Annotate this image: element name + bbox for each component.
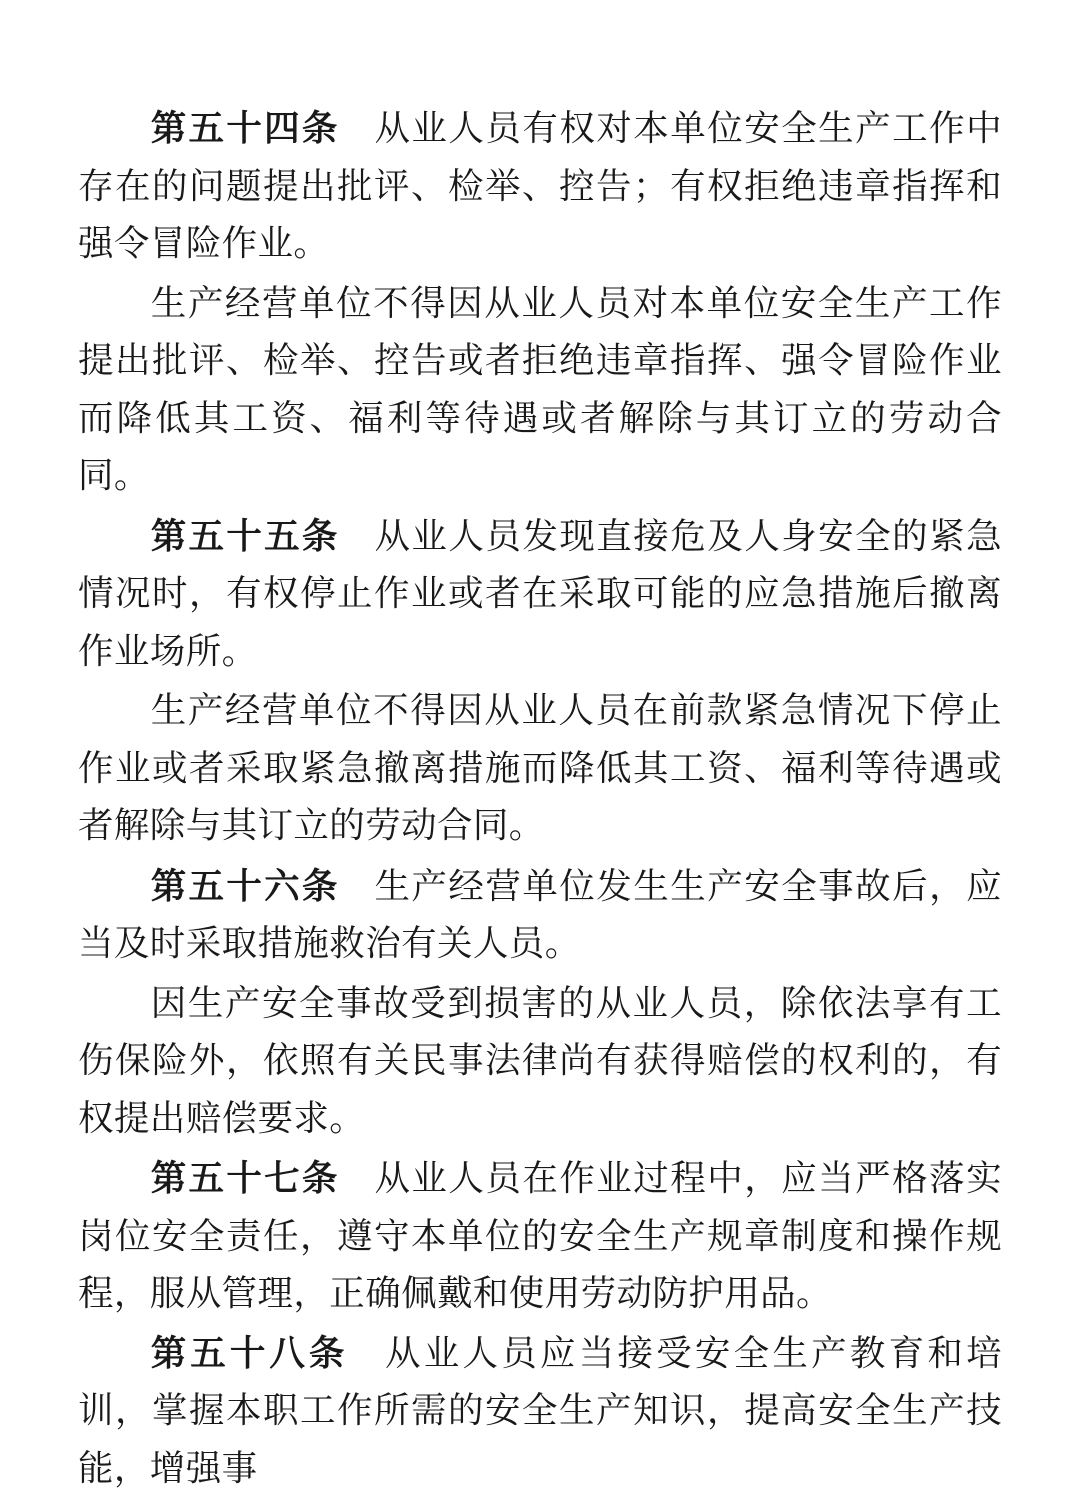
article-paragraph [78, 1325, 1002, 1497]
body-paragraph [78, 975, 1002, 1148]
paragraph-text: 因生产安全事故受到损害的从业人员，除依法享有工伤保险外，依照有关民事法律尚有获得赔偿的权利的，有权提出赔偿要求。 [78, 983, 1002, 1139]
article-paragraph [78, 1150, 1002, 1323]
body-paragraph [78, 275, 1002, 505]
article-text: 从业人员应当接受安全生产教育和培训，掌握本职工作所需的安全生产知识，提高安全生产技能，增强事 [78, 1333, 1002, 1489]
document-body [78, 100, 1002, 1497]
paragraph-text: 生产经营单位不得因从业人员对本单位安全生产工作提出批评、检举、控告或者拒绝违章指挥、强令冒险作业而降低其工资、福利等待遇或者解除与其订立的劳动合同。 [78, 283, 1002, 497]
article-text: 从业人员在作业过程中，应当严格落实岗位安全责任，遵守本单位的安全生产规章制度和操作规程，服从管理，正确佩戴和使用劳动防护用品。 [78, 1158, 1002, 1314]
article-heading: 第五十六条 [151, 866, 340, 907]
article-heading: 第五十四条 [151, 108, 340, 149]
article-heading: 第五十八条 [151, 1333, 349, 1374]
article-heading: 第五十五条 [151, 516, 340, 557]
article-paragraph [78, 508, 1002, 681]
article-text: 从业人员发现直接危及人身安全的紧急情况时，有权停止作业或者在采取可能的应急措施后撤离作业场所。 [78, 516, 1002, 672]
paragraph-text: 生产经营单位不得因从业人员在前款紧急情况下停止作业或者采取紧急撤离措施而降低其工资、福利等待遇或者解除与其订立的劳动合同。 [78, 690, 1002, 846]
article-text: 从业人员有权对本单位安全生产工作中存在的问题提出批评、检举、控告；有权拒绝违章指挥和强令冒险作业。 [78, 108, 1002, 264]
article-text: 生产经营单位发生生产安全事故后，应当及时采取措施救治有关人员。 [78, 866, 1002, 965]
article-paragraph [78, 858, 1002, 973]
article-paragraph [78, 100, 1002, 273]
article-heading: 第五十七条 [151, 1158, 340, 1199]
body-paragraph [78, 682, 1002, 855]
